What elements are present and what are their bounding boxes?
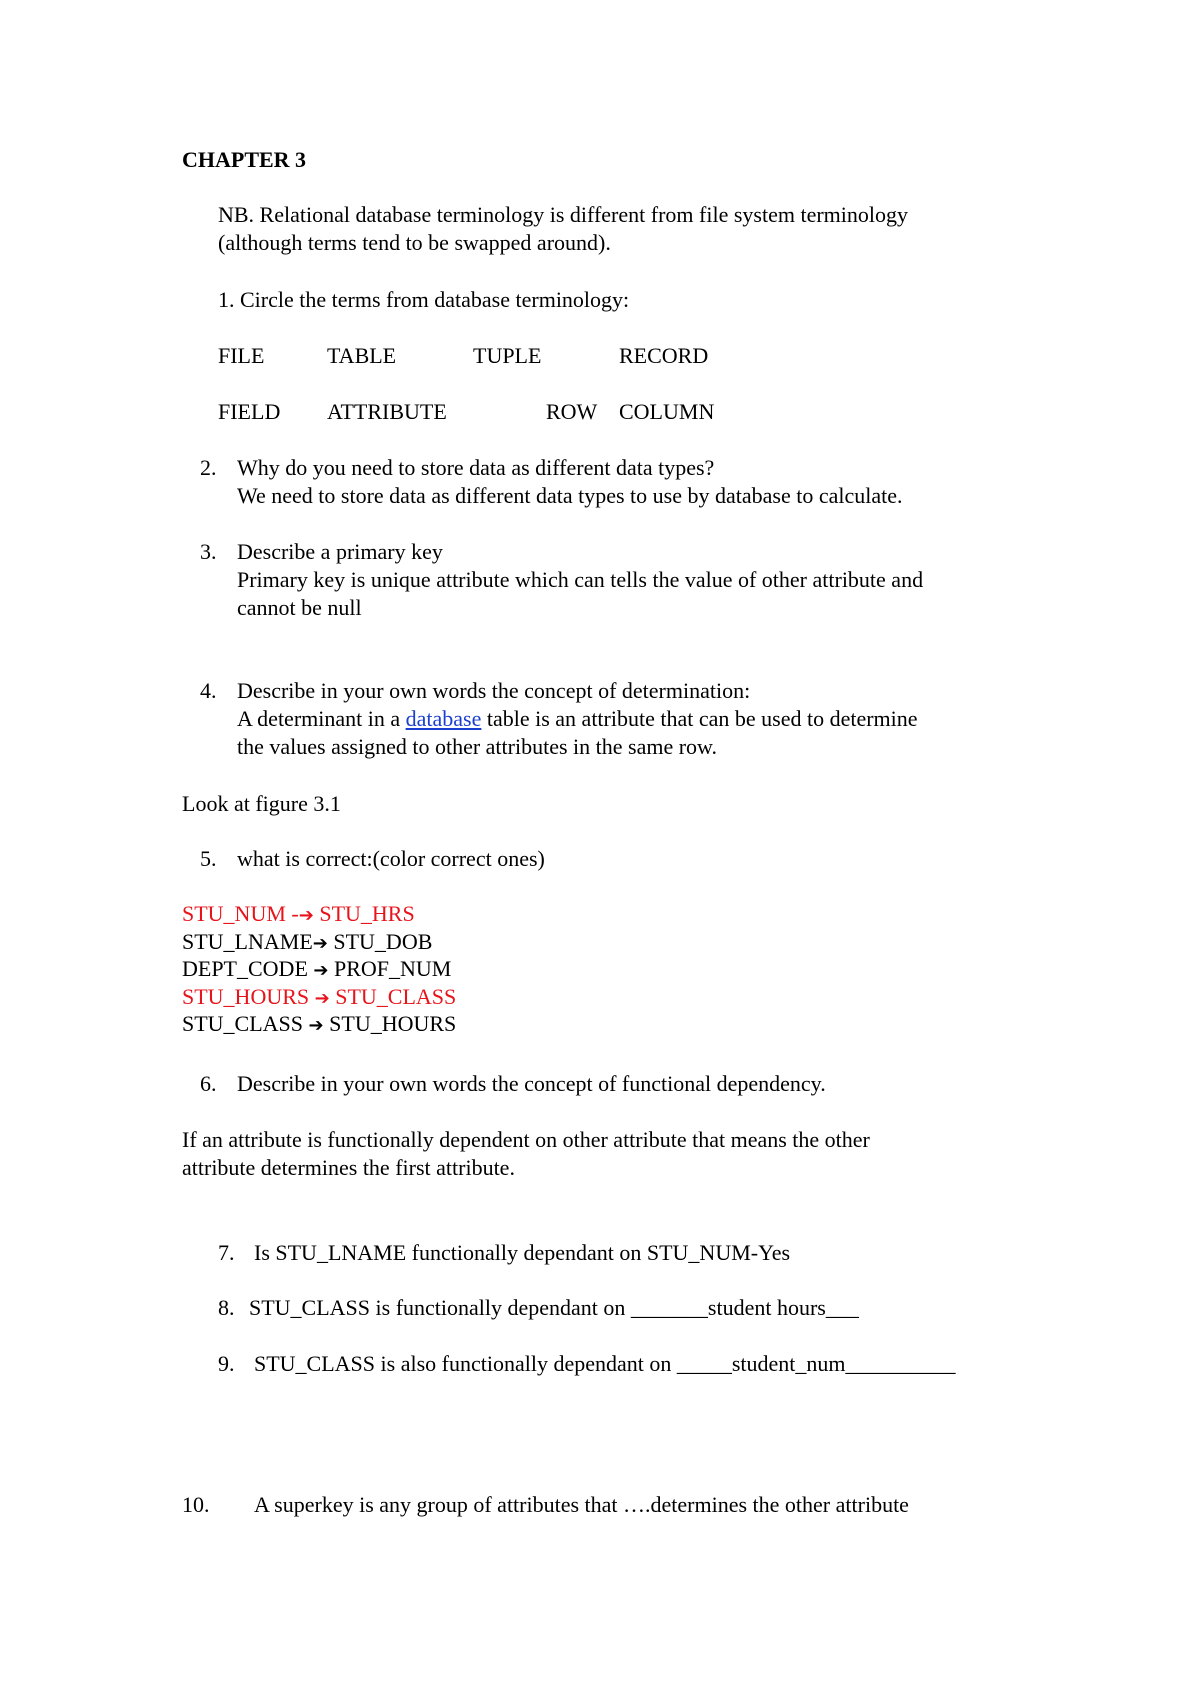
answer-3-line-2: cannot be null (237, 595, 362, 620)
answer-2: We need to store data as different data types to use by database to calculate. (237, 483, 903, 508)
term-column: COLUMN (619, 399, 715, 424)
question-2: Why do you need to store data as different data types? (237, 455, 715, 480)
database-link[interactable]: database (405, 706, 482, 731)
chapter-heading: CHAPTER 3 (182, 147, 307, 172)
dependency-left: STU_LNAME (182, 928, 313, 954)
arrow-right-icon: ➔ (313, 960, 329, 981)
term-tuple: TUPLE (473, 343, 542, 368)
question-5: what is correct:(color correct ones) (237, 846, 545, 871)
nb-line-1: NB. Relational database terminology is different from file system terminology (218, 202, 908, 227)
answer-6-line-1: If an attribute is functionally dependent on other attribute that means the other (182, 1127, 870, 1152)
question-8-number: 8. (218, 1295, 235, 1320)
dependency-line (182, 928, 432, 958)
answer-4-pre: A determinant in a (237, 706, 406, 731)
answer-6-line-2: attribute determines the first attribute. (182, 1155, 515, 1180)
question-3: Describe a primary key (237, 539, 443, 564)
dependency-left: STU_CLASS (182, 1011, 309, 1036)
term-field: FIELD (218, 399, 281, 424)
term-row: ROW (546, 399, 598, 424)
answer-4-post: table is an attribute that can be used to determine (481, 706, 918, 731)
dependency-right: STU_CLASS (329, 983, 457, 1009)
answer-4-line-1 (237, 705, 918, 733)
question-10: A superkey is any group of attributes that ….determines the other attribute (254, 1492, 909, 1517)
dependency-line (182, 900, 415, 930)
dependency-right: STU_DOB (327, 928, 433, 954)
question-5-number: 5. (200, 846, 217, 871)
question-6: Describe in your own words the concept of functional dependency. (237, 1071, 826, 1096)
dependency-left: STU_NUM - (182, 901, 299, 926)
question-9: STU_CLASS is also functionally dependant on _____student_num__________ (254, 1351, 956, 1376)
nb-line-2: (although terms tend to be swapped around). (218, 230, 611, 255)
dependency-right: PROF_NUM (328, 956, 452, 981)
question-6-number: 6. (200, 1071, 217, 1096)
dependency-line (182, 983, 456, 1013)
term-attribute: ATTRIBUTE (327, 399, 447, 424)
question-1: 1. Circle the terms from database terminology: (218, 287, 630, 312)
question-9-number: 9. (218, 1351, 235, 1376)
answer-4-line-2: the values assigned to other attributes in the same row. (237, 734, 718, 759)
question-4: Describe in your own words the concept of determination: (237, 678, 751, 703)
answer-3-line-1: Primary key is unique attribute which can tells the value of other attribute and (237, 567, 924, 592)
question-4-number: 4. (200, 678, 217, 703)
arrow-right-icon: ➔ (298, 905, 314, 926)
question-7-number: 7. (218, 1240, 235, 1265)
arrow-right-icon: ➔ (308, 1015, 324, 1036)
term-record: RECORD (619, 343, 709, 368)
arrow-right-icon: ➔ (314, 987, 330, 1009)
question-7: Is STU_LNAME functionally dependant on STU_NUM-Yes (254, 1240, 791, 1265)
question-3-number: 3. (200, 539, 217, 564)
arrow-right-icon: ➔ (312, 932, 328, 954)
look-at-figure: Look at figure 3.1 (182, 791, 341, 816)
dependency-left: STU_HOURS (182, 983, 315, 1009)
question-10-number: 10. (182, 1492, 210, 1517)
dependency-right: STU_HRS (313, 901, 415, 926)
dependency-right: STU_HOURS (323, 1011, 457, 1036)
dependency-line (182, 955, 451, 985)
dependency-left: DEPT_CODE (182, 956, 314, 981)
term-file: FILE (218, 343, 265, 368)
term-table: TABLE (327, 343, 397, 368)
dependency-line (182, 1010, 456, 1040)
question-2-number: 2. (200, 455, 217, 480)
question-8: STU_CLASS is functionally dependant on _______student hours___ (249, 1295, 859, 1320)
